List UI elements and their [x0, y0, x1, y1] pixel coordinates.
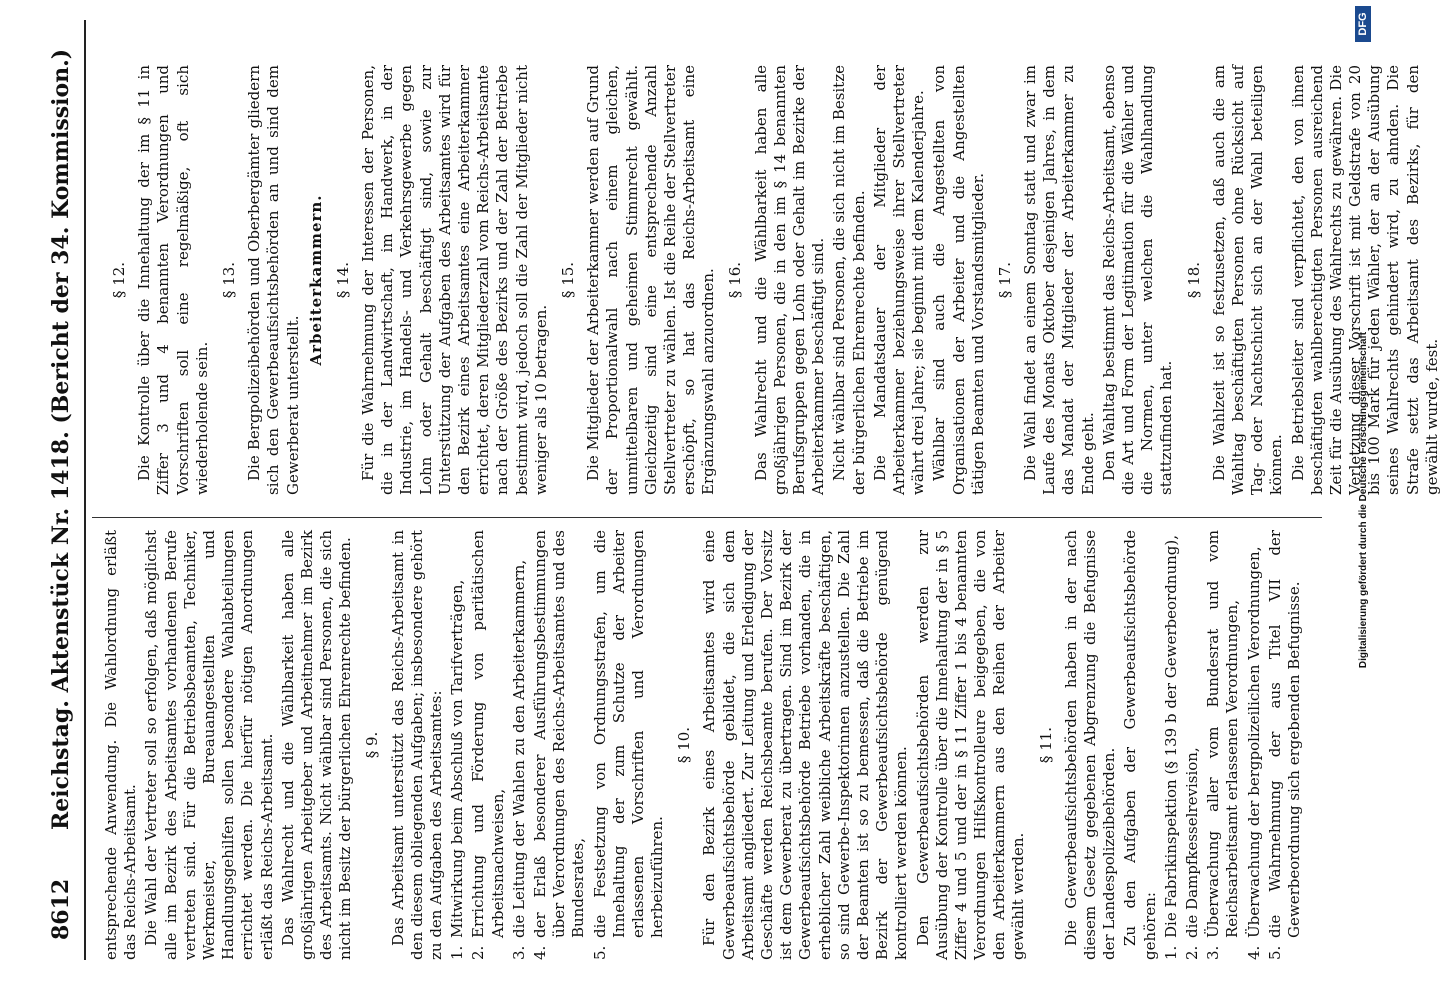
header-rule [84, 20, 86, 960]
paragraph: Die Mitglieder der Arbeiterkammer werden auf Grund der Proportionalwahl nach einem gleichen, unmittelbaren und geheimen Stimmrecht gewählt. Gleichzeitig sind eine entsprechende Anzahl Stellvertreter zu wählen. Ist die Reihe der Stellvertreter erschöpft, so hat das Reichs-Arbeitsamt eine Ergänzungswahl anzuordnen. [584, 65, 718, 495]
list-item: 2. Errichtung und Förderung von paritätischen Arbeitsnachweisen, [469, 530, 507, 960]
paragraph: Die Mandatsdauer der Mitglieder der Arbeiterkammer beziehungsweise ihrer Stellvertreter währt drei Jahre; sie beginnt mit dem Kalenderjahre. [870, 65, 928, 495]
paragraph: Die Betriebsleiter sind verpflichtet, den von ihnen beschäftigten wahlberechtigten Personen ausreichend Zeit für die Ausübung des Wahlrechts zu gewähren. Die Verletzung dieser Vorschrift ist mit Geldstrafe von 20 bis 100 Mark für jeden Wähler, der an der Ausübung seines Wahlrechts gehindert wird, zu ahnden. Die Strafe setzt das Arbeitsamt des Bezirks, für den gewählt wurde, fest. [1288, 65, 1441, 495]
list-item: 1. Mitwirkung beim Abschluß von Tarifverträgen, [448, 579, 467, 960]
paragraph: Für den Bezirk eines Arbeitsamtes wird eine Gewerbeaufsichtsbehörde gebildet, die sich dem Arbeitsamt angliedert. Zur Leitung und Erledigung der Geschäfte werden Reichsbeamte berufen. Der Vorsitz ist dem Gewerberat zu übertragen. Sind im Bezirk der Gewerbeaufsichtsbehörde Betriebe vorhanden, die in erheblicher Zahl weibliche Arbeitskräfte beschäftigen, so sind Gewerbe-Inspektorinnen anzustellen. Die Zahl der Beamten ist so zu bemessen, daß die Betriebe im Bezirk der Gewerbeaufsichtsbehörde genügend kontrolliert werden können. [700, 530, 911, 960]
paragraph: Die Wahl findet an einem Sonntag statt und zwar im Laufe des Monats Oktober desjenigen Jahres, in dem das Mandat der Mitglieder der Arbeiterkammer zu Ende geht. [1021, 65, 1097, 495]
section-heading-11: § 11. [1036, 726, 1055, 764]
page-number: 8612 [48, 878, 74, 940]
section-heading-16: § 16. [726, 261, 745, 299]
section-heading-10: § 10. [675, 726, 694, 764]
paragraph: Das Arbeitsamt unterstützt das Reichs-Arbeitsamt in den diesem obliegenden Aufgaben; insbesondere gehört zu den Aufgaben des Arbeitsamtes: [388, 530, 445, 960]
section-heading-13: § 13. [219, 261, 238, 299]
section-heading-9: § 9. [363, 731, 382, 759]
section-heading-17: § 17. [995, 261, 1014, 299]
section-heading-18: § 18. [1184, 261, 1203, 299]
list-item: 2. die Dampfkesselrevision, [1182, 747, 1201, 960]
left-column [102, 530, 1310, 960]
paragraph: Die Kontrolle über die Innehaltung der im § 11 in Ziffer 3 und 4 benannten Verordnungen und Vorschriften soll eine regelmäßige, oft sich wiederholende sein. [135, 65, 211, 495]
section-heading-15: § 15. [558, 261, 577, 299]
list-item: 4. der Erlaß besonderer Ausführungsbestimmungen über Verordnungen des Reichs-Arbeitsamtes und des Bundesrates, [530, 530, 588, 960]
paragraph: Die Wahlzeit ist so festzusetzen, daß auch die am Wahltag beschäftigten Personen ohne Rücksicht auf Tag- oder Nachtschicht sich an der Wahl beteiligen können. [1209, 65, 1286, 495]
paragraph: Die Wahl der Vertreter soll so erfolgen, daß möglichst alle im Bezirk des Arbeitsamtes vorhandenen Berufe vertreten sind. Für die Betriebsbeamten, Techniker, Werkmeister, Bureauangestellten und Handlungsgehilfen sollen besondere Wahlabteilungen errichtet werden. Die hierfür nötigen Anordnungen erläßt das Reichs-Arbeitsamt. [142, 530, 276, 960]
section-9-list [448, 530, 667, 960]
paragraph: Zu den Aufgaben der Gewerbeaufsichtsbehörde gehören: [1121, 530, 1159, 960]
paragraph: Für die Wahrnehmung der Interessen der Personen, die in der Landwirtschaft, im Handwerk, in der Industrie, im Handels- und Verkehrsgewerbe gegen Lohn oder Gehalt beschäftigt sind, sowie zur Unterstützung der Aufgaben des Arbeitsamtes wird für den Bezirk eines Arbeitsamtes eine Arbeiterkammer errichtet, deren Mitgliederzahl vom Reichs-Arbeitsamte nach der Größe des Bezirks und der Zahl der Betriebe bestimmt wird, jedoch soll die Zahl der Mitglieder nicht weniger als 10 betragen. [359, 65, 550, 495]
list-item: 3. Überwachung aller vom Bundesrat und vom Reichsarbeitsamt erlassenen Verordnungen, [1204, 530, 1242, 960]
paragraph: Das Wahlrecht und die Wählbarkeit haben alle großjährigen Personen, die in den im § 14 benannten Berufsgruppen gegen Lohn oder Gehalt im Bezirke der Arbeiterkammer beschäftigt sind. [751, 65, 828, 495]
paragraph: Die Gewerbeaufsichtsbehörden haben in der nach diesem Gesetz gegebenen Abgrenzung die Befugnisse der Landespolizeibehörden. [1061, 530, 1119, 960]
column-divider [92, 517, 1322, 518]
digitization-note: Digitalisierung gefördert durch die Deutsche Forschungsgemeinschaft [1358, 331, 1369, 669]
subheading-arbeiterkammern: Arbeiterkammern. [306, 194, 325, 366]
paragraph: entsprechende Anwendung. Die Wahlordnung erläßt das Reichs-Arbeitsamt. [102, 530, 140, 960]
paragraph: Nicht wählbar sind Personen, die sich nicht im Besitze der bürgerlichen Ehrenrechte befinden. [830, 65, 868, 495]
list-item: 4. Überwachung der bergpolizeilichen Verordnungen, [1244, 546, 1263, 960]
section-heading-12: § 12. [110, 261, 128, 299]
paragraph: Die Bergpolizeibehörden und Oberbergämter gliedern sich den Gewerbeaufsichtsbehörden an und sind dem Gewerberat unterstellt. [245, 65, 302, 495]
page-header [48, 30, 78, 980]
page-title: Reichstag. Aktenstück Nr. 1418. (Bericht der 34. Kommission.) [48, 48, 74, 830]
section-11-list [1162, 530, 1304, 960]
list-item: 1. Die Fabrikinspektion (§ 139 b der Gewerbeordnung), [1161, 534, 1180, 960]
list-item: 5. die Festsetzung von Ordnungsstrafen, um die Innehaltung der zum Schutze der Arbeiter erlassenen Vorschriften und Verordnungen herbeizuführen. [590, 530, 667, 960]
list-item: 3. die Leitung der Wahlen zu den Arbeiterkammern, [509, 559, 528, 960]
paragraph: Das Wahlrecht und die Wählbarkeit haben alle großjährigen Arbeitgeber und Arbeitnehmer im Bezirk des Arbeitsamts. Nicht wählbar sind Personen, die sich nicht im Besitz der bürgerlichen Ehrenrechte befinden. [278, 530, 355, 960]
dfg-logo: DFG [1355, 6, 1371, 42]
paragraph: Den Wahltag bestimmt das Reichs-Arbeitsamt, ebenso die Art und Form der Legitimation für die Wähler und die Normen, unter welchen die Wahlhandlung stattzufinden hat. [1099, 65, 1176, 495]
paragraph: Den Gewerbeaufsichtsbehörden werden zur Ausübung der Kontrolle über die Innehaltung der in § 5 Ziffer 4 und 5 und der in § 11 Ziffer 1 bis 4 benannten Verordnungen Hilfskontrolleure beigegeben, die von den Arbeiterkammern aus den Reihen der Arbeiter gewählt werden. [913, 530, 1028, 960]
section-heading-14: § 14. [333, 261, 352, 299]
list-item: 5. die Wahrnehmung der aus Titel VII der Gewerbeordnung sich ergebenden Befugnisse. [1265, 530, 1303, 960]
paragraph: Wählbar sind auch die Angestellten von Organisationen der Arbeiter und die Angestellten tätigen Beamten und Vorstandsmitglieder. [930, 65, 987, 495]
right-column [102, 65, 1444, 495]
